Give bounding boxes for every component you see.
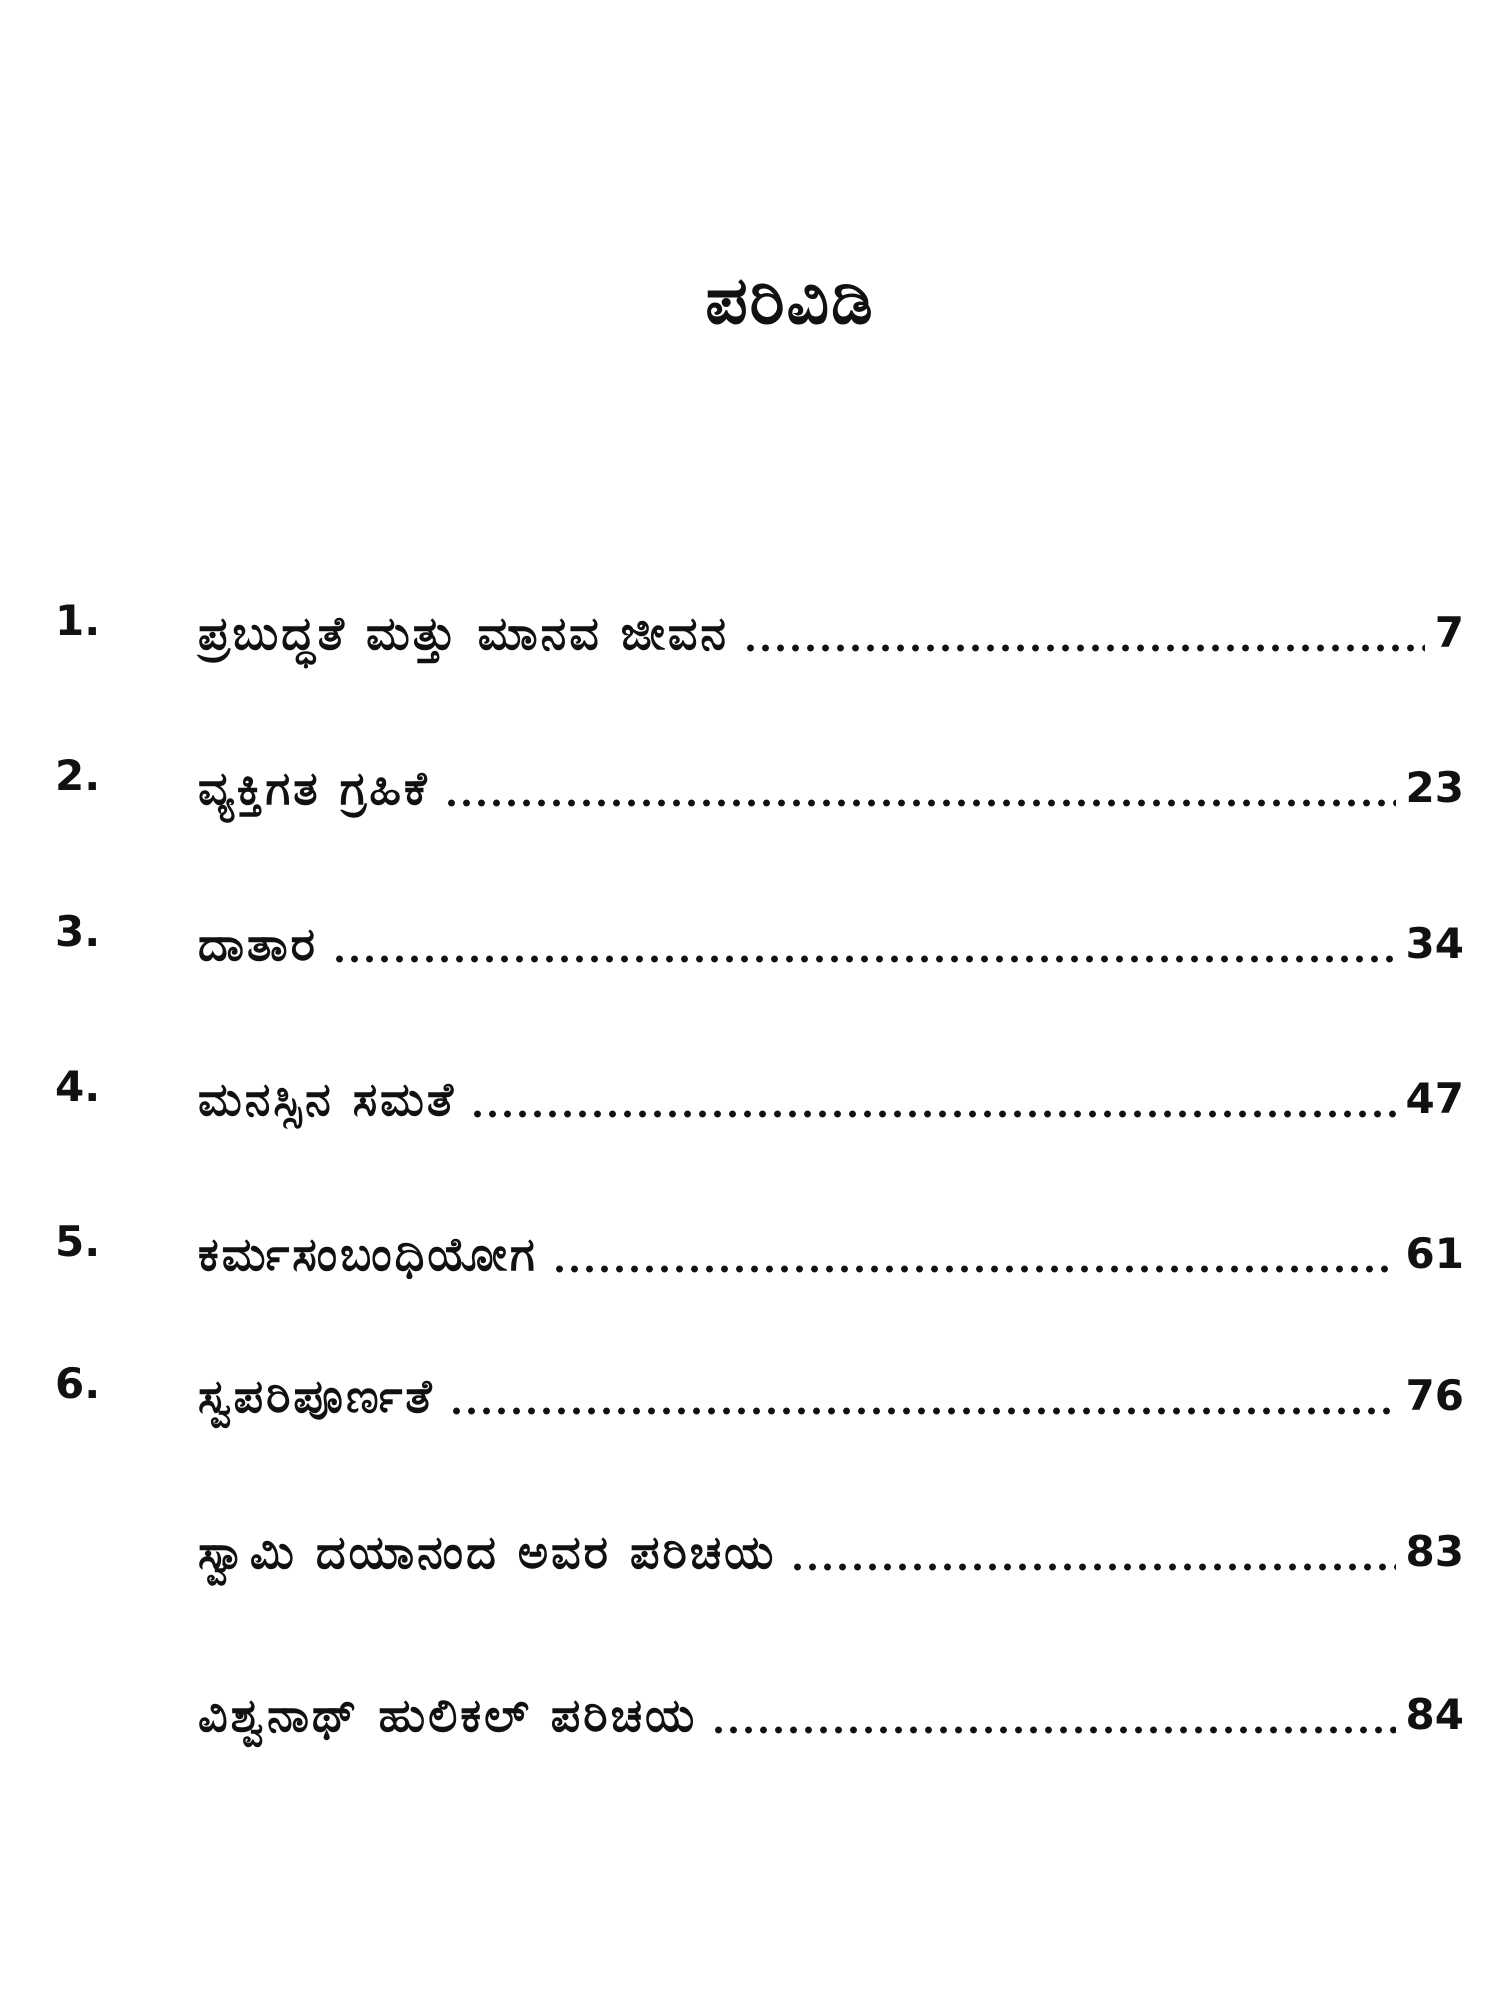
- toc-entry-4: [0, 1044, 1500, 1134]
- toc-entry-page: 23: [1405, 763, 1464, 812]
- toc-entry-number: 5.: [55, 1217, 101, 1266]
- toc-entry-number: 6.: [55, 1359, 101, 1408]
- toc-entry-number: 2.: [55, 751, 101, 800]
- dot-leader: [470, 1108, 1395, 1120]
- toc-entry-1: [0, 578, 1500, 668]
- toc-entry-6: [0, 1341, 1500, 1431]
- dot-leader: [449, 1405, 1396, 1417]
- toc-entry-title: ಪ್ರಬುದ್ಧತೆ ಮತ್ತು ಮಾನವ ಜೀವನ: [198, 606, 730, 660]
- toc-entry-page: 61: [1405, 1229, 1464, 1278]
- toc-entry-title: ಸ್ವಪರಿಪೂರ್ಣತೆ: [198, 1369, 435, 1423]
- toc-entry-title: ಸ್ವಾಮಿ ದಯಾನಂದ ಅವರ ಪರಿಚಯ: [198, 1525, 777, 1579]
- toc-entry-page: 34: [1405, 919, 1464, 968]
- toc-entry-8: [0, 1660, 1500, 1750]
- dot-leader: [552, 1263, 1396, 1275]
- toc-entry-page: 76: [1405, 1371, 1464, 1420]
- toc-entry-title: ದಾತಾರ: [198, 917, 318, 971]
- dot-leader: [711, 1724, 1395, 1736]
- toc-entry-title: ಮನಸ್ಸಿನ ಸಮತೆ: [198, 1072, 457, 1126]
- toc-entry-number: 1.: [55, 596, 101, 645]
- toc-entry-5: [0, 1199, 1500, 1289]
- toc-entry-page: 83: [1405, 1527, 1464, 1576]
- toc-entry-2: [0, 733, 1500, 823]
- toc-entry-number: 4.: [55, 1062, 101, 1111]
- toc-entry-page: 47: [1405, 1074, 1464, 1123]
- toc-entry-number: 3.: [55, 907, 101, 956]
- dot-leader: [444, 797, 1396, 809]
- dot-leader: [332, 953, 1396, 965]
- toc-entry-title: ವಿಶ್ವನಾಥ್ ಹುಲಿಕಲ್ ಪರಿಚಯ: [198, 1688, 698, 1742]
- toc-entry-3: [0, 889, 1500, 979]
- toc-entry-page: 84: [1405, 1690, 1464, 1739]
- dot-leader: [790, 1561, 1395, 1573]
- dot-leader: [743, 642, 1425, 654]
- toc-entry-page: 7: [1434, 608, 1464, 657]
- toc-entry-title: ಕರ್ಮಸಂಬಂಧಿಯೋಗ: [198, 1227, 538, 1281]
- toc-entry-7: [0, 1497, 1500, 1587]
- page-title: ಪರಿವಿಡಿ: [705, 262, 875, 339]
- toc-entry-title: ವ್ಯಕ್ತಿಗತ ಗ್ರಹಿಕೆ: [198, 761, 430, 815]
